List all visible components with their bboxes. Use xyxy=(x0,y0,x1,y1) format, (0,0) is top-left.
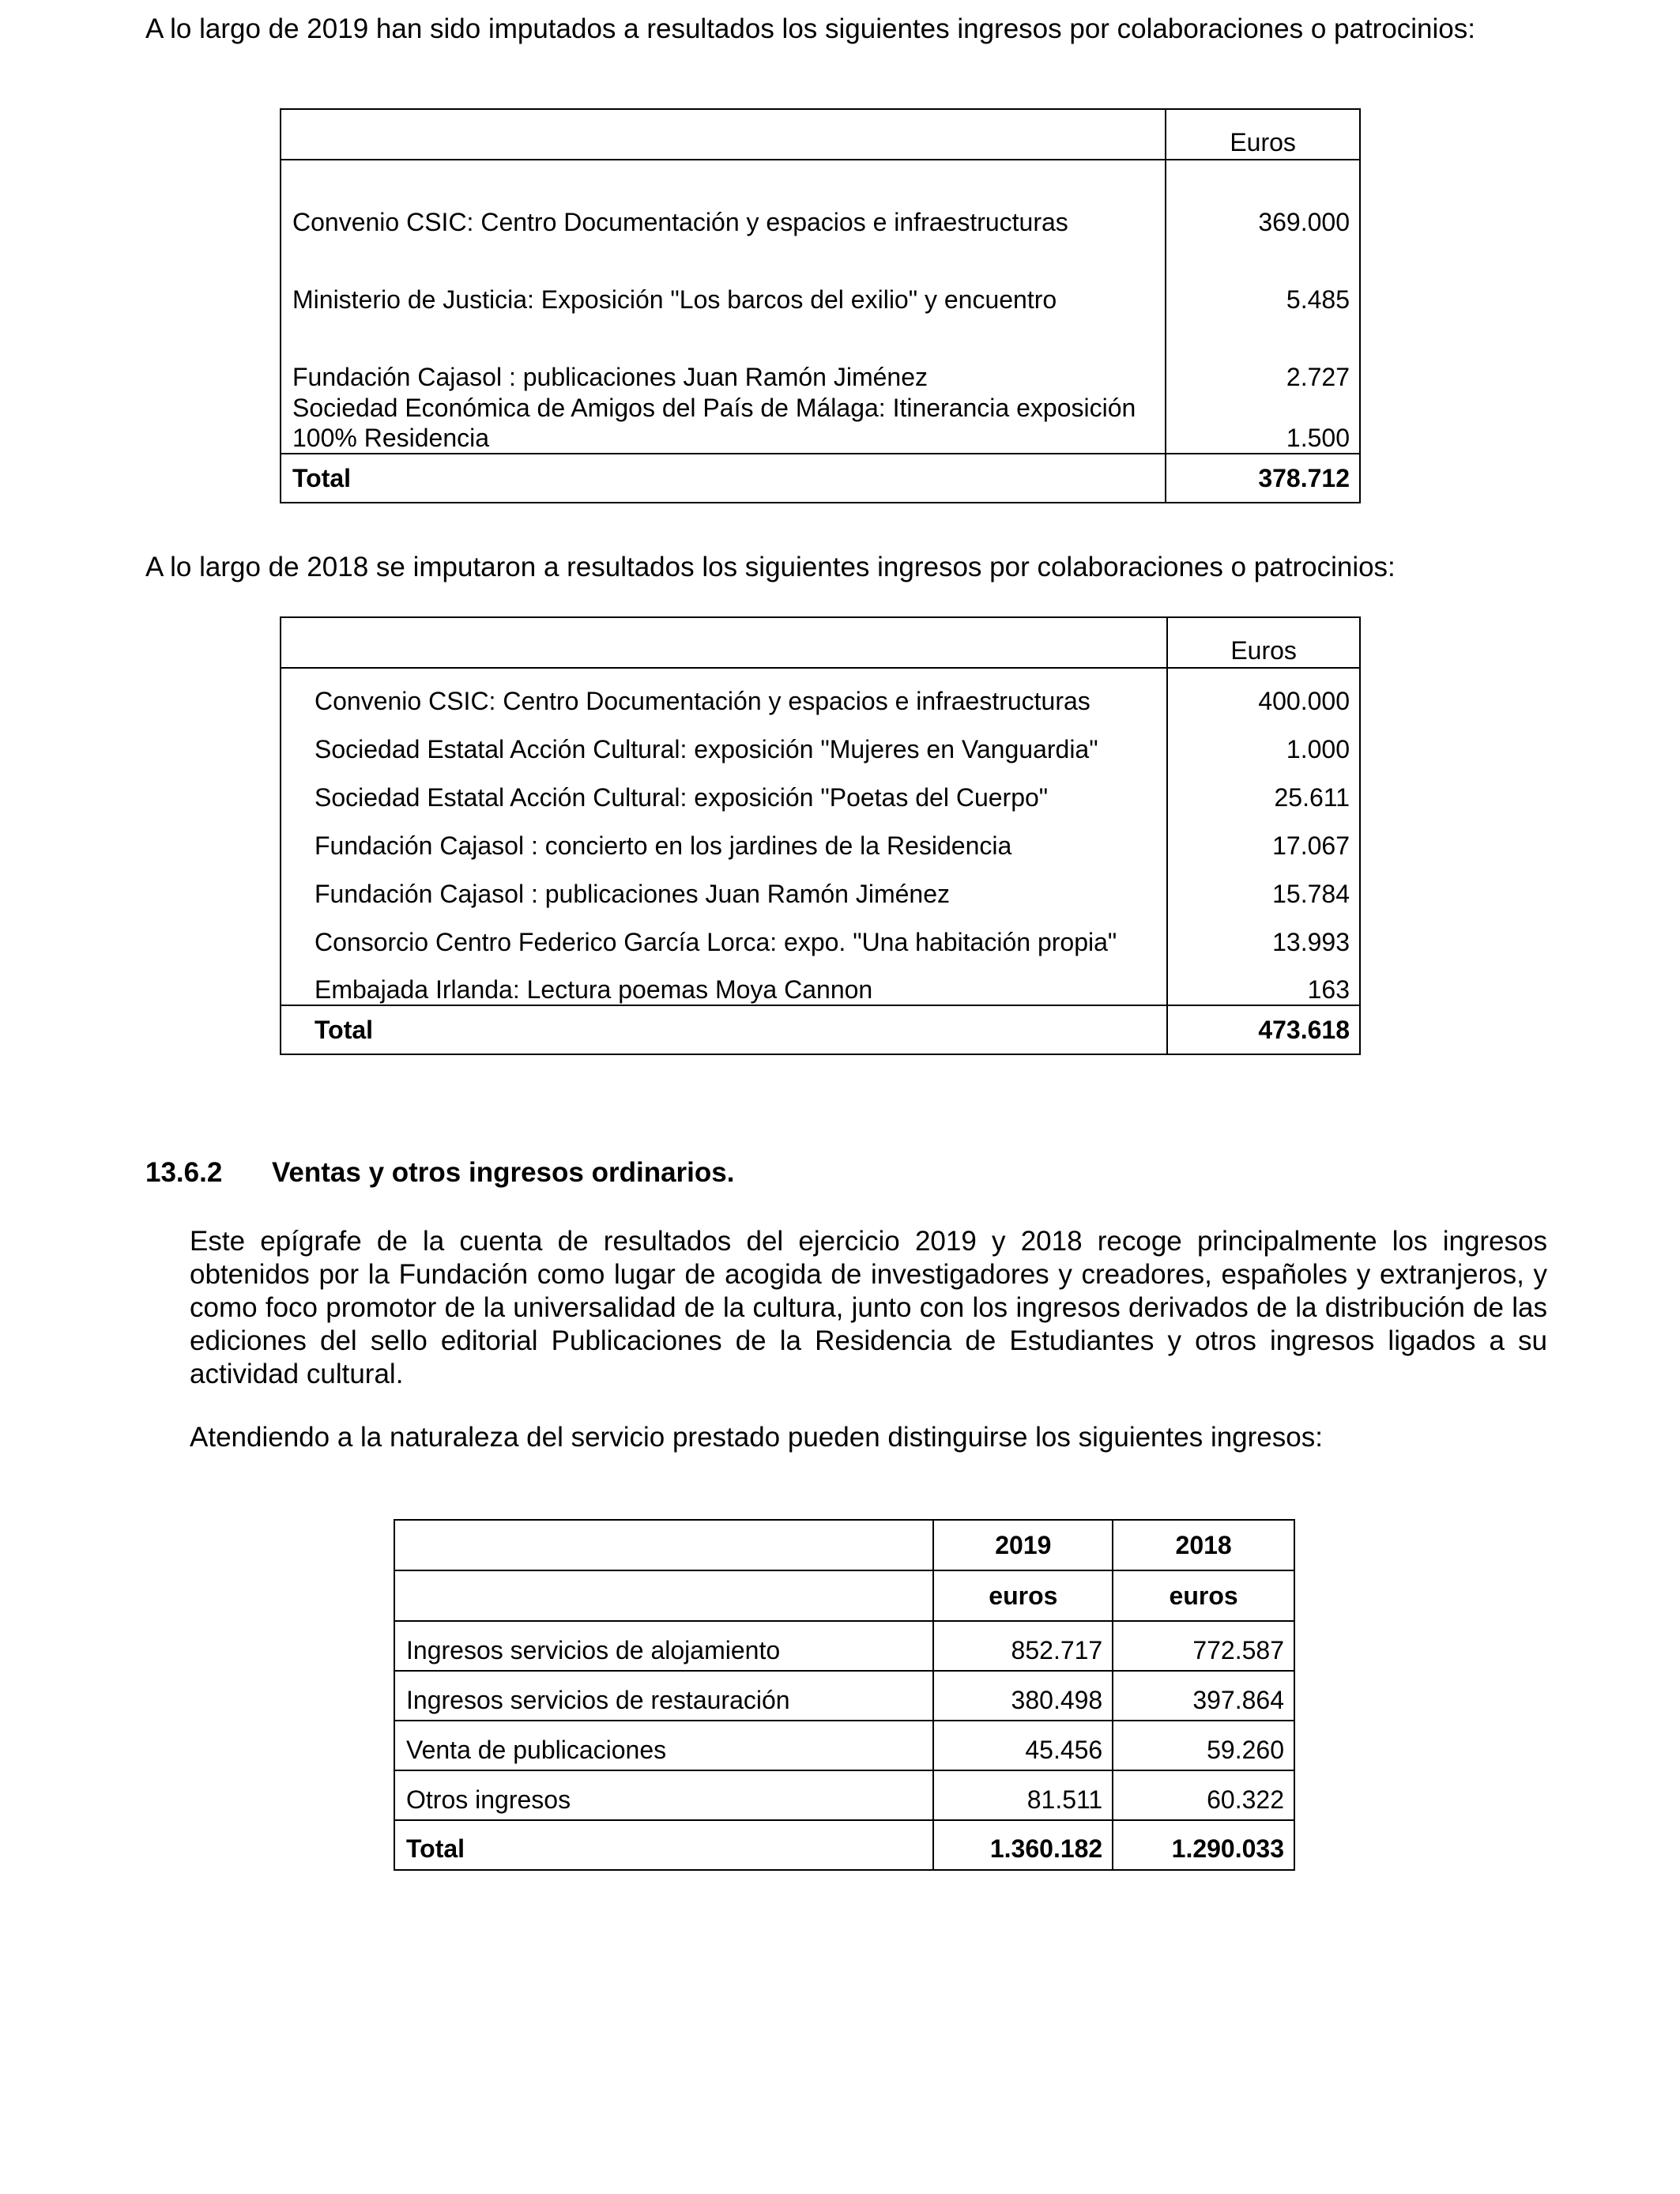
table-sales xyxy=(394,1519,1295,1871)
table-2019-row-label: Fundación Cajasol : publicaciones Juan Ramón Jiménez xyxy=(281,315,1166,392)
table-2019 xyxy=(280,108,1361,503)
table-2019-row-label: Sociedad Económica de Amigos del País de Málaga: Itinerancia exposición 100% Residencia xyxy=(281,392,1166,454)
section-title: Ventas y otros ingresos ordinarios. xyxy=(272,1157,735,1188)
table-2018 xyxy=(280,616,1361,1055)
table-2019-row-value: 2.727 xyxy=(1166,315,1360,392)
table-2018-row-label: Embajada Irlanda: Lectura poemas Moya Cannon xyxy=(281,957,1167,1005)
table-sales-header-empty xyxy=(394,1520,933,1570)
table-2018-row-value: 400.000 xyxy=(1167,668,1360,716)
table-2018-row-label: Consorcio Centro Federico García Lorca: expo. "Una habitación propia" xyxy=(281,909,1167,957)
table-sales-row-2018: 772.587 xyxy=(1113,1621,1294,1671)
table-2018-row-label: Fundación Cajasol : concierto en los jardines de la Residencia xyxy=(281,812,1167,861)
table-sales-row-2018: 397.864 xyxy=(1113,1671,1294,1721)
table-2018-row-value: 17.067 xyxy=(1167,812,1360,861)
intro-2019-text: A lo largo de 2019 han sido imputados a resultados los siguientes ingresos por colaboraciones o patrocinios: xyxy=(145,13,1475,44)
table-2019-total-value: 378.712 xyxy=(1166,454,1360,503)
table-row xyxy=(281,668,1360,716)
table-sales-row-2018: 60.322 xyxy=(1113,1770,1294,1820)
table-2018-row-label: Convenio CSIC: Centro Documentación y espacios e infraestructuras xyxy=(281,668,1167,716)
table-total-row xyxy=(281,1005,1360,1054)
section-number: 13.6.2 xyxy=(145,1157,223,1188)
table-2018-row-value: 1.000 xyxy=(1167,716,1360,764)
table-sales-total-label: Total xyxy=(394,1820,933,1870)
table-sales-row-label: Ingresos servicios de alojamiento xyxy=(394,1621,933,1671)
table-sales-row-label: Otros ingresos xyxy=(394,1770,933,1820)
table-2018-row-value: 163 xyxy=(1167,957,1360,1005)
table-sales-total-2019: 1.360.182 xyxy=(933,1820,1113,1870)
table-2018-header-euros: Euros xyxy=(1167,617,1360,668)
table-2019-row-value: 1.500 xyxy=(1166,392,1360,454)
section-paragraph-2: Atendiendo a la naturaleza del servicio prestado pueden distinguirse los siguientes ingresos: xyxy=(190,1422,1323,1453)
table-total-row xyxy=(394,1820,1294,1870)
table-row xyxy=(394,1721,1294,1770)
table-sales-row-2019: 45.456 xyxy=(933,1721,1113,1770)
table-row xyxy=(281,909,1360,957)
table-row xyxy=(281,716,1360,764)
table-sales-year-2019: 2019 xyxy=(933,1520,1113,1570)
table-sales-row-2019: 852.717 xyxy=(933,1621,1113,1671)
table-row xyxy=(394,1621,1294,1671)
table-2018-header-empty xyxy=(281,617,1167,668)
table-sales-row-2019: 81.511 xyxy=(933,1770,1113,1820)
table-sales-unit-2019: euros xyxy=(933,1570,1113,1621)
section-paragraph-1: Este epígrafe de la cuenta de resultados del ejercicio 2019 y 2018 recoge principalmente los ingresos obtenidos por la Fundación como lugar de acogida de investigadores y creadores, españoles y extranjeros, y como foco promotor de la universalidad de la cultura, junto con los ingresos derivados de la distribución de las ediciones del sello editorial Publicaciones de la Residencia de Estudiantes y otros ingresos ligados a su actividad cultural. xyxy=(190,1226,1547,1389)
table-row xyxy=(281,315,1360,392)
table-row xyxy=(394,1770,1294,1820)
table-2018-row-value: 13.993 xyxy=(1167,909,1360,957)
table-2019-row-label: Convenio CSIC: Centro Documentación y espacios e infraestructuras xyxy=(281,160,1166,237)
table-sales-row-label: Ingresos servicios de restauración xyxy=(394,1671,933,1721)
table-row xyxy=(394,1671,1294,1721)
table-2019-header-empty xyxy=(281,109,1166,160)
table-row xyxy=(281,957,1360,1005)
table-2019-total-label: Total xyxy=(281,454,1166,503)
table-row xyxy=(281,861,1360,909)
table-2019-row-value: 5.485 xyxy=(1166,237,1360,315)
table-2018-row-label: Fundación Cajasol : publicaciones Juan Ramón Jiménez xyxy=(281,861,1167,909)
table-2018-row-label: Sociedad Estatal Acción Cultural: exposición "Poetas del Cuerpo" xyxy=(281,764,1167,812)
table-2019-row-label: Ministerio de Justicia: Exposición "Los barcos del exilio" y encuentro xyxy=(281,237,1166,315)
table-sales-total-2018: 1.290.033 xyxy=(1113,1820,1294,1870)
table-row xyxy=(281,160,1360,237)
table-row xyxy=(281,764,1360,812)
intro-2018-text: A lo largo de 2018 se imputaron a resultados los siguientes ingresos por colaboraciones o patrocinios: xyxy=(145,552,1396,582)
table-2018-row-value: 25.611 xyxy=(1167,764,1360,812)
table-row xyxy=(281,812,1360,861)
table-sales-unit-2018: euros xyxy=(1113,1570,1294,1621)
table-2019-header-euros: Euros xyxy=(1166,109,1360,160)
table-sales-row-2019: 380.498 xyxy=(933,1671,1113,1721)
table-total-row xyxy=(281,454,1360,503)
table-sales-row-2018: 59.260 xyxy=(1113,1721,1294,1770)
table-sales-row-label: Venta de publicaciones xyxy=(394,1721,933,1770)
table-row xyxy=(281,392,1360,454)
table-sales-year-2018: 2018 xyxy=(1113,1520,1294,1570)
table-row xyxy=(281,237,1360,315)
table-2018-row-label: Sociedad Estatal Acción Cultural: exposición "Mujeres en Vanguardia" xyxy=(281,716,1167,764)
table-2018-total-label: Total xyxy=(281,1005,1167,1054)
table-2018-row-value: 15.784 xyxy=(1167,861,1360,909)
table-2018-total-value: 473.618 xyxy=(1167,1005,1360,1054)
table-2019-row-value: 369.000 xyxy=(1166,160,1360,237)
table-sales-unit-empty xyxy=(394,1570,933,1621)
